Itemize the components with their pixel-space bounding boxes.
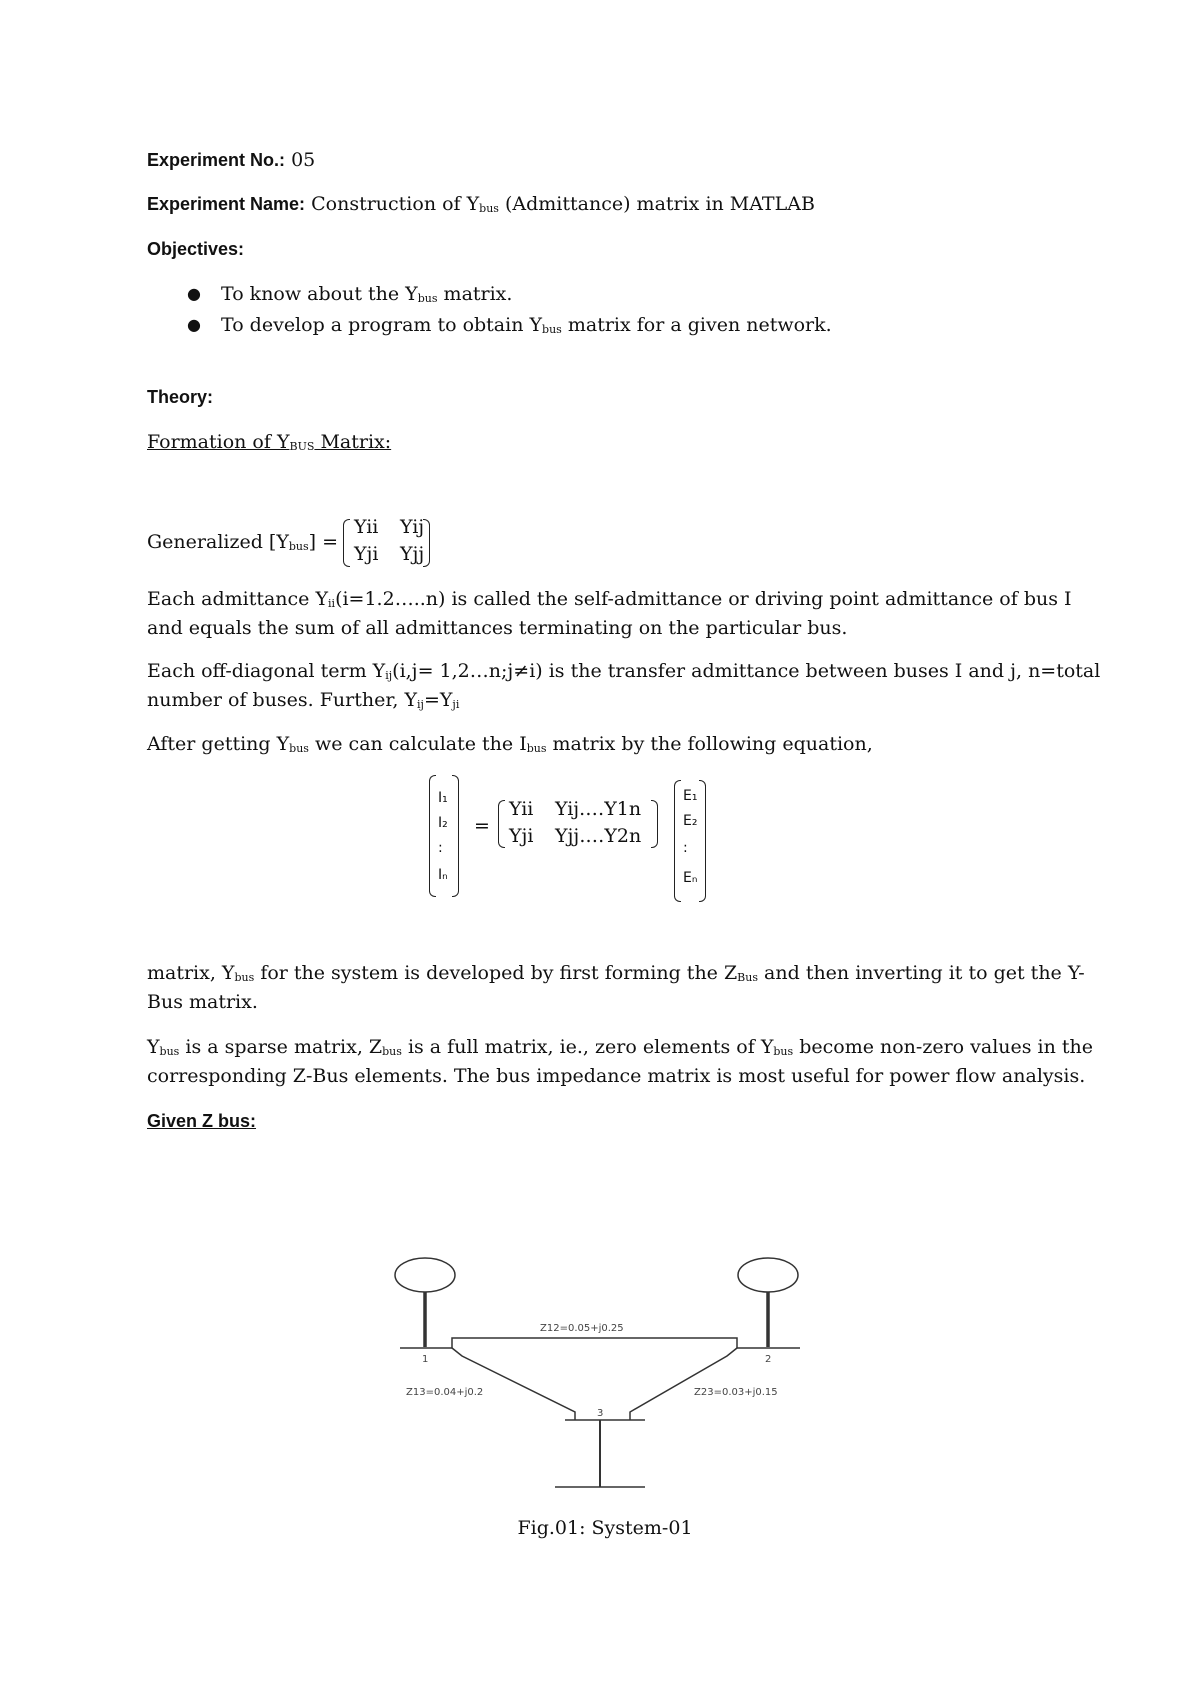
bracket-right: [699, 780, 706, 902]
objectives-heading: Objectives:: [147, 239, 245, 259]
objective-item: ● To develop a program to obtain $Y_{bus}$ matrix for a given network.: [221, 311, 832, 339]
experiment-name: [147, 190, 815, 218]
matrix-cell: Yii: [509, 798, 534, 820]
experiment-name-label: Experiment Name:: [147, 194, 306, 214]
paragraph-transfer-admittance: Each off-diagonal term $Y_{ij}(i,j=$ 1,2…n;j≠i) is the transfer admittance between buses I and j, n=total: [147, 660, 1101, 682]
equals-sign: =: [474, 815, 490, 837]
given-zbus-heading: Given Z bus:: [147, 1111, 257, 1131]
matrix-cell: Yjj: [400, 543, 425, 565]
paragraph-transfer-admittance-cont: number of buses. Further, $Y_{ij}=Y_{ji}$: [147, 689, 460, 711]
voltage-entry: E₂: [683, 813, 698, 829]
bracket-left: [498, 800, 505, 848]
objective-item: ● To know about the $Y_{bus}$ matrix.: [221, 280, 512, 308]
bus-3-label: 3: [597, 1408, 604, 1419]
z23-label: Z23=0.03+j0.15: [694, 1387, 778, 1398]
experiment-name-text: Construction of $Y_{bus}$ (Admittance) matrix in MATLAB: [311, 193, 815, 215]
bracket-left: [674, 780, 681, 902]
bus-2-label: 2: [765, 1354, 772, 1365]
matrix-cell: Yij: [400, 516, 425, 538]
paragraph-self-admittance: Each admittance $Y_{ii}(i=1.2\dots..n)$ is called the self-admittance or driving point admittance of bus I: [147, 588, 1072, 610]
matrix-cell: Yji: [354, 543, 379, 565]
matrix-cell: Yij.…Y1n: [555, 798, 642, 820]
paragraph-self-admittance-cont: and equals the sum of all admittances terminating on the particular bus.: [147, 617, 848, 639]
voltage-entry: :: [683, 840, 688, 856]
formation-heading: Formation of $Y_{BUS}$ Matrix:: [147, 431, 392, 453]
current-entry: Iₙ: [438, 867, 448, 883]
line-1-3: [452, 1348, 575, 1420]
bracket-right: [423, 519, 430, 567]
experiment-number-value: 05: [291, 149, 316, 171]
paragraph-sparse-matrix-cont: corresponding Z-Bus elements. The bus impedance matrix is most useful for power flow analysis.: [147, 1065, 1086, 1087]
generalized-ybus: Generalized $[Y_{bus}]$ =: [147, 531, 339, 553]
paragraph-zbus-inversion-cont: Bus matrix.: [147, 991, 258, 1013]
generator-1-icon: [395, 1258, 455, 1292]
theory-heading: Theory:: [147, 387, 214, 407]
current-entry: I₂: [438, 815, 448, 831]
line-1-2: [452, 1338, 737, 1348]
paragraph-sparse-matrix: $Y_{bus}$ is a sparse matrix, $Z_{bus}$ is a full matrix, ie., zero elements of $Y_{bus}$ become non-zero values in the: [147, 1036, 1094, 1058]
bracket-right: [452, 775, 459, 897]
bracket-right: [651, 800, 658, 848]
current-entry: :: [438, 840, 443, 856]
bullet-icon: ●: [187, 284, 201, 303]
z12-label: Z12=0.05+j0.25: [540, 1323, 624, 1334]
voltage-entry: Eₙ: [683, 870, 698, 886]
experiment-number-label: Experiment No.:: [147, 150, 286, 170]
generator-2-icon: [738, 1258, 798, 1292]
bus-1-label: 1: [422, 1354, 429, 1365]
paragraph-ibus: After getting $Y_{bus}$ we can calculate the $I_{bus}$ matrix by the following equation,: [147, 733, 873, 755]
bracket-left: [429, 775, 436, 897]
bracket-left: [343, 519, 350, 567]
figure-caption: Fig.01: System-01: [517, 1517, 693, 1539]
system-diagram: [380, 1240, 840, 1500]
line-2-3: [630, 1348, 737, 1420]
bullet-icon: ●: [187, 315, 201, 334]
experiment-number: [147, 146, 315, 174]
paragraph-zbus-inversion: matrix, $Y_{bus}$ for the system is developed by first forming the $Z_{Bus}$ and then inverting it to get the Y-: [147, 962, 1085, 984]
z13-label: Z13=0.04+j0.2: [406, 1387, 484, 1398]
current-entry: I₁: [438, 790, 448, 806]
voltage-entry: E₁: [683, 788, 698, 804]
matrix-cell: Yji: [509, 825, 534, 847]
matrix-cell: Yjj.…Y2n: [555, 825, 642, 847]
matrix-cell: Yii: [354, 516, 379, 538]
